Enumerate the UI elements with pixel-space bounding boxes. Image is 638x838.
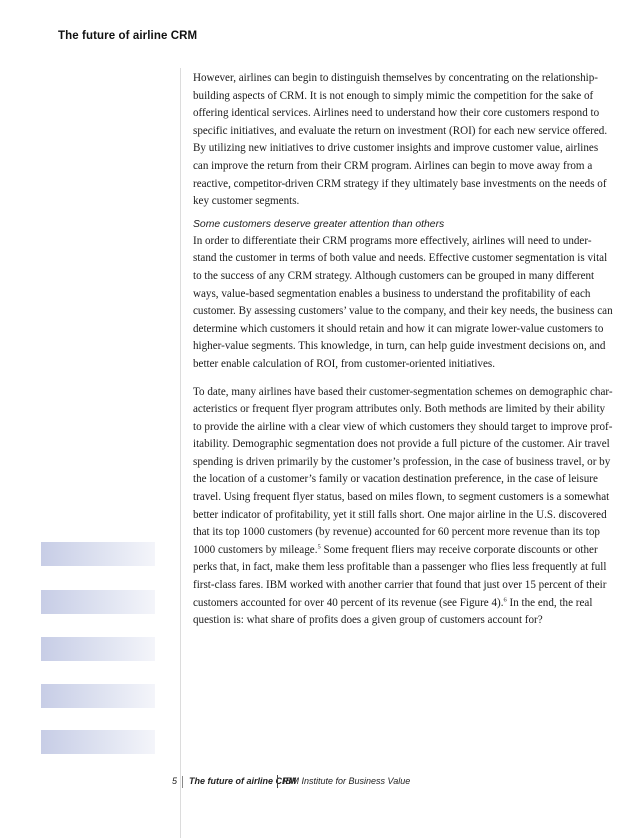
text-fragment: Some frequent fliers may receive corporate discounts or other xyxy=(320,543,598,556)
text-line: By utilizing new initiatives to drive customer insights and improve customer value, airlines xyxy=(193,142,599,155)
text-line: However, airlines can begin to distinguish themselves by concentrating on the relationship- xyxy=(193,72,598,84)
text-line: key customer segments. xyxy=(193,195,300,208)
text-line xyxy=(193,542,598,560)
footnote-ref: 5 xyxy=(317,543,321,551)
paragraph-relationship xyxy=(193,70,608,211)
text-line: can improve the return from their CRM program. Airlines can begin to move away from a xyxy=(193,159,593,172)
decorative-bar xyxy=(41,684,155,708)
decorative-bar xyxy=(41,730,155,754)
text-line: to the success of any CRM strategy. Although customers can be grouped in many different xyxy=(193,269,595,282)
text-line: better enable calculation of ROI, from customer-oriented initiatives. xyxy=(193,357,495,370)
text-line: question is: what share of profits does a given group of customers account for? xyxy=(193,614,543,627)
text-line: acteristics or frequent flyer program attributes only. Both methods are limited by their ability xyxy=(193,403,606,416)
text-line: first-class fares. IBM worked with another carrier that found that just over 15 percent of their xyxy=(193,579,607,592)
text-line: offering identical services. Airlines need to understand how their core customers respond to xyxy=(193,107,600,120)
text-line: itability. Demographic segmentation does not provide a full picture of the customer. Air travel xyxy=(193,438,610,451)
text-line: to provide the airline with a clear view of which customers they should target to improve prof- xyxy=(193,420,613,433)
footer-title: The future of airline CRM xyxy=(189,776,297,786)
text-line: higher-value segments. This knowledge, in turn, can help guide investment decisions on, and xyxy=(193,340,606,353)
text-line: ways, value-based segmentation enables a business to understand the profitability of each xyxy=(193,287,591,300)
decorative-bar xyxy=(41,590,155,614)
text-fragment: customers accounted for over 40 percent of its revenue (see Figure 4). xyxy=(193,596,504,609)
text-line: determine which customers it should retain and how it can migrate lower-value customers to xyxy=(193,322,604,335)
page-number: 5 xyxy=(172,776,178,786)
text-line: the location of a customer’s family or vacation destination preference, in the case of leisure xyxy=(193,473,598,486)
text-line: customer. By assessing customers’ value to the company, and their key needs, the business can xyxy=(193,305,613,318)
text-line: specific initiatives, and evaluate the return on investment (ROI) for each new service offered. xyxy=(193,124,608,137)
footer-divider xyxy=(277,775,278,788)
column-divider xyxy=(180,68,181,838)
footnote-ref: 6 xyxy=(503,595,507,603)
running-title: The future of airline CRM xyxy=(58,30,198,42)
text-line: spending is driven primarily by the customer’s profession, in the case of business travel, or by xyxy=(193,455,611,468)
text-line: To date, many airlines have based their customer-segmentation schemes on demographic char- xyxy=(193,385,613,398)
text-fragment: 1000 customers by mileage. xyxy=(193,543,318,556)
decorative-bar xyxy=(41,637,155,661)
text-line: building aspects of CRM. It is not enough to simply mimic the competition for the sake of xyxy=(193,89,594,102)
paragraph-demographics xyxy=(193,384,613,630)
text-line: travel. Using frequent flyer status, based on miles flown, to segment customers is a somewhat xyxy=(193,491,610,504)
decorative-bar xyxy=(41,542,155,566)
paragraph-segmentation xyxy=(193,233,613,374)
body-column xyxy=(193,70,613,630)
text-line xyxy=(193,595,593,613)
footer-institute: IBM Institute for Business Value xyxy=(283,776,411,786)
page-footer xyxy=(0,776,638,790)
text-line: that its top 1000 customers (by revenue) accounted for 60 percent more revenue than its top xyxy=(193,526,600,539)
footer-divider xyxy=(182,776,183,788)
section-subhead: Some customers deserve greater attention than others xyxy=(193,218,445,230)
text-line: reactive, competitor-driven CRM strategy if they ultimately base investments on the needs of xyxy=(193,177,607,190)
text-line: In order to differentiate their CRM programs more effectively, airlines will need to under- xyxy=(193,234,592,247)
text-fragment: In the end, the real xyxy=(506,596,593,609)
text-line: stand the customer in terms of both value and needs. Effective customer segmentation is vital xyxy=(193,252,608,265)
text-line: perks that, in fact, make them less profitable than a passenger who flies less frequently at full xyxy=(193,561,607,574)
text-line: better indicator of profitability, yet it still falls short. One major airline in the U.S. discovered xyxy=(193,508,607,521)
